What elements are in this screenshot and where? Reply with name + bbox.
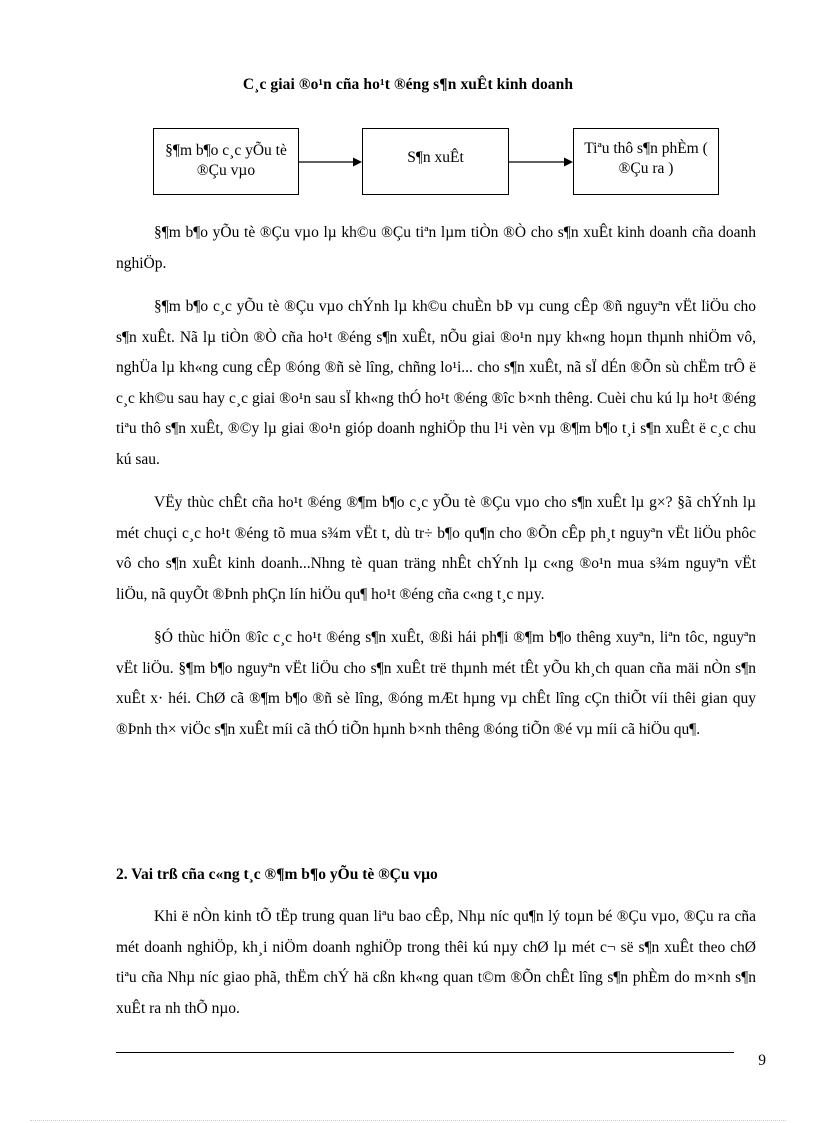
stage-box-consumption bbox=[573, 128, 719, 195]
paragraph: §¶m b¶o yÕu tè ®Çu vµo lµ kh©u ®Çu tiªn lµm tiÒn ®Ò cho s¶n xuÊt kinh doanh cña doanh nghiÖp. bbox=[116, 224, 756, 272]
page-number: 9 bbox=[758, 1052, 766, 1069]
paragraph: VËy thùc chÊt cña ho¹t ®éng ®¶m b¶o c¸c yÕu tè ®Çu vµo cho s¶n xuÊt lµ g×? §ã chÝnh lµ mét chuçi c¸c ho¹t ®éng tõ mua s¾m vËt t, dù tr÷ b¶o qu¶n cho ®Õn cÊp ph¸t nguyªn vËt liÖu phôc vô cho s¶n xuÊt kinh doanh...Nhng tè quan träng nhÊt chÝnh lµ c«ng ®o¹n mua s¾m nguyªn vËt liÖu, nã quyÕt ®Þnh phÇn lín hiÖu qu¶ ho¹t ®éng cña c«ng t¸c nµy. bbox=[116, 494, 756, 603]
arrow-right-icon bbox=[509, 155, 574, 169]
section-heading: 2. Vai trß cña c«ng t¸c ®¶m b¶o yÕu tè ®Çu vµo bbox=[116, 866, 438, 883]
body-section-2 bbox=[116, 902, 756, 1037]
stage-box-inputs bbox=[153, 128, 299, 195]
diagram-title: C¸c giai ®o¹n cña ho¹t ®éng s¶n xuÊt kinh doanh bbox=[242, 76, 574, 93]
footer-rule bbox=[116, 1052, 734, 1053]
body-section-1 bbox=[116, 218, 756, 758]
stage-box-production bbox=[362, 128, 509, 195]
stage-label-consumption: Tiªu thô s¶n phÈm ( ®Çu ra ) bbox=[584, 140, 708, 177]
stage-label-inputs: §¶m b¶o c¸c yÕu tè ®Çu vµo bbox=[165, 142, 287, 179]
paragraph: §Ó thùc hiÖn ®îc c¸c ho¹t ®éng s¶n xuÊt, ®ßi hái ph¶i ®¶m b¶o thêng xuyªn, liªn tôc, nguyªn vËt liÖu. §¶m b¶o nguyªn vËt liÖu cho s¶n xuÊt trë thµnh mét tÊt yÕu kh¸ch quan cña mäi nÒn s¶n xuÊt x· héi. ChØ cã ®¶m b¶o ®ñ sè lîng, ®óng mÆt hµng vµ chÊt lîng cÇn thiÕt víi thêi gian quy ®Þnh th× viÖc s¶n xuÊt míi cã thÓ tiÕn hµnh b×nh thêng ®óng tiÕn ®é vµ míi cã hiÖu qu¶. bbox=[116, 629, 756, 738]
page-edge-divider bbox=[30, 1120, 786, 1121]
paragraph: Khi ë nÒn kinh tÕ tËp trung quan liªu bao cÊp, Nhµ níc qu¶n lý toµn bé ®Çu vµo, ®Çu ra cña mét doanh nghiÖp, kh¸i niÖm doanh nghiÖp trong thêi kú nµy chØ lµ mét c¬ së s¶n xuÊt theo chØ tiªu cña Nhµ níc giao phã, thËm chÝ hä cßn kh«ng quan t©m ®Õn chÊt lîng s¶n phÈm do m×nh s¶n xuÊt ra nh thÕ nµo. bbox=[116, 908, 756, 1017]
arrow-right-icon bbox=[299, 155, 363, 169]
paragraph: §¶m b¶o c¸c yÕu tè ®Çu vµo chÝnh lµ kh©u chuÈn bÞ vµ cung cÊp ®ñ nguyªn vËt liÖu cho s¶n xuÊt. Nã lµ tiÒn ®Ò cña ho¹t ®éng s¶n xuÊt, nÕu giai ®o¹n nµy kh«ng hoµn thµnh nhiÖm vô, nghÜa lµ kh«ng cung cÊp ®óng ®ñ sè lîng, chñng lo¹i... cho s¶n xuÊt, nã sÏ dÉn ®Õn sù chËm trÔ ë c¸c kh©u sau hay c¸c giai ®o¹n sau sÏ kh«ng thÓ ho¹t ®éng ®îc b×nh thêng. Cuèi chu kú lµ ho¹t ®éng tiªu thô s¶n xuÊt, ®©y lµ giai ®o¹n gióp doanh nghiÖp thu l¹i vèn vµ ®¶m b¶o t¸i s¶n xuÊt ë c¸c chu kú sau. bbox=[116, 298, 756, 468]
stage-label-production: S¶n xuÊt bbox=[407, 149, 464, 166]
